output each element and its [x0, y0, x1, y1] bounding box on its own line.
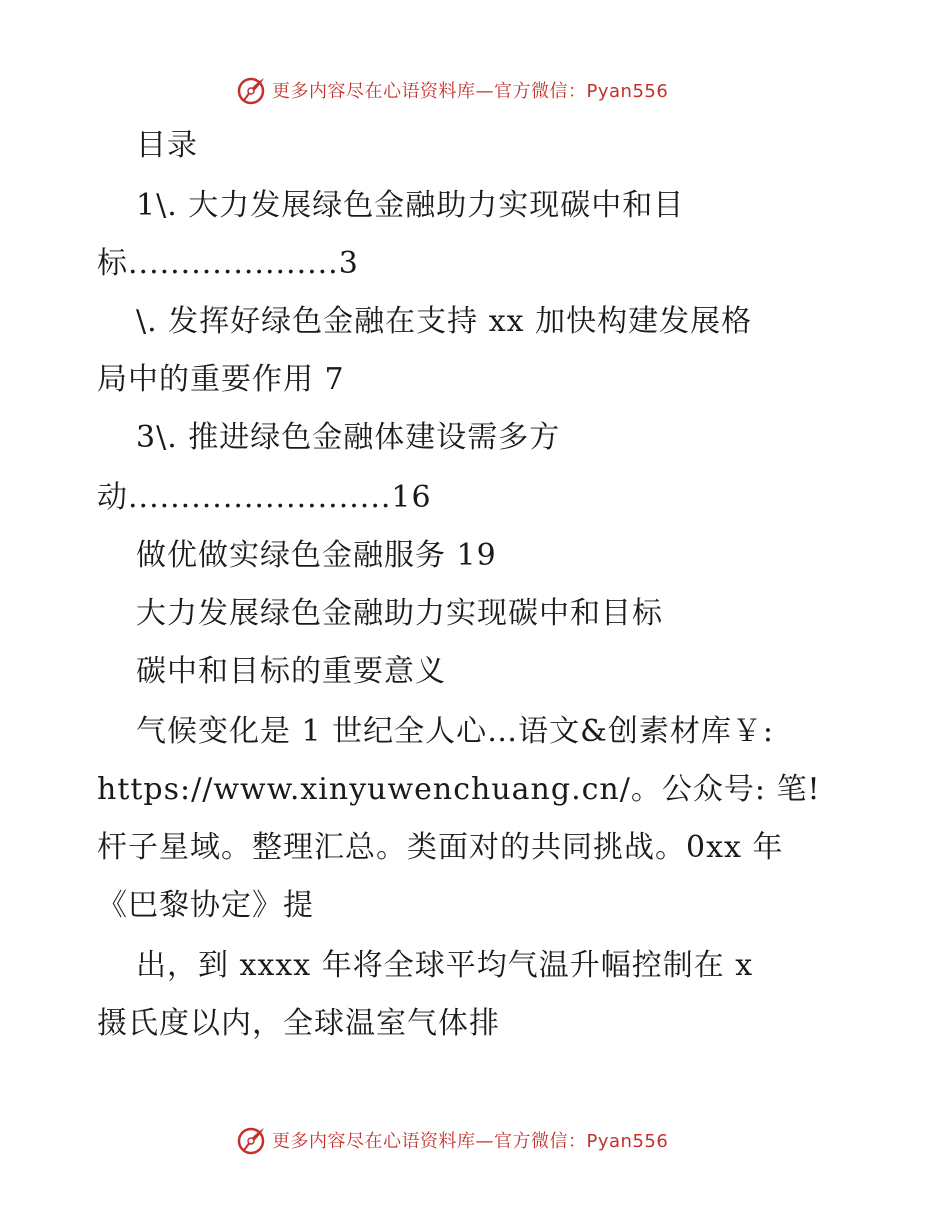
footer-banner-text: 更多内容尽在心语资料库—官方微信：Pyan556 — [272, 1131, 669, 1152]
toc-entry-1-cont: 标....................3 — [97, 246, 359, 281]
toc-entry-4: 做优做实绿色金融服务 19 — [136, 538, 497, 573]
toc-heading: 目录 — [136, 128, 198, 163]
toc-entry-3: 3\. 推进绿色金融体建设需多方 — [136, 420, 561, 455]
body-paragraph-line: 摄氏度以内，全球温室气体排 — [97, 1006, 500, 1041]
section-title: 大力发展绿色金融助力实现碳中和目标 — [136, 596, 663, 631]
body-paragraph-line: 《巴黎协定》提 — [97, 888, 314, 923]
toc-entry-3-cont: 动.........................16 — [97, 480, 432, 515]
body-paragraph-line: 出，到 xxxx 年将全球平均气温升幅控制在 x — [136, 948, 754, 983]
toc-entry-2: \. 发挥好绿色金融在支持 xx 加快构建发展格 — [136, 304, 753, 339]
toc-entry-1: 1\. 大力发展绿色金融助力实现碳中和目 — [136, 188, 685, 223]
subsection-title: 碳中和目标的重要意义 — [136, 654, 446, 689]
body-paragraph-line: 杆子星域。整理汇总。类面对的共同挑战。0xx 年 — [97, 830, 784, 865]
quill-logo-icon — [236, 1124, 268, 1156]
footer-banner — [236, 1123, 668, 1157]
header-banner-text: 更多内容尽在心语资料库—官方微信：Pyan556 — [272, 81, 669, 102]
toc-entry-2-cont: 局中的重要作用 7 — [97, 362, 345, 397]
quill-logo-icon — [236, 74, 268, 106]
body-paragraph-line: 气候变化是 1 世纪全人心…语文&创素材库￥: — [136, 714, 774, 749]
header-banner — [236, 73, 668, 107]
body-paragraph-line: https://www.xinyuwenchuang.cn/。公众号: 笔! — [97, 772, 821, 807]
